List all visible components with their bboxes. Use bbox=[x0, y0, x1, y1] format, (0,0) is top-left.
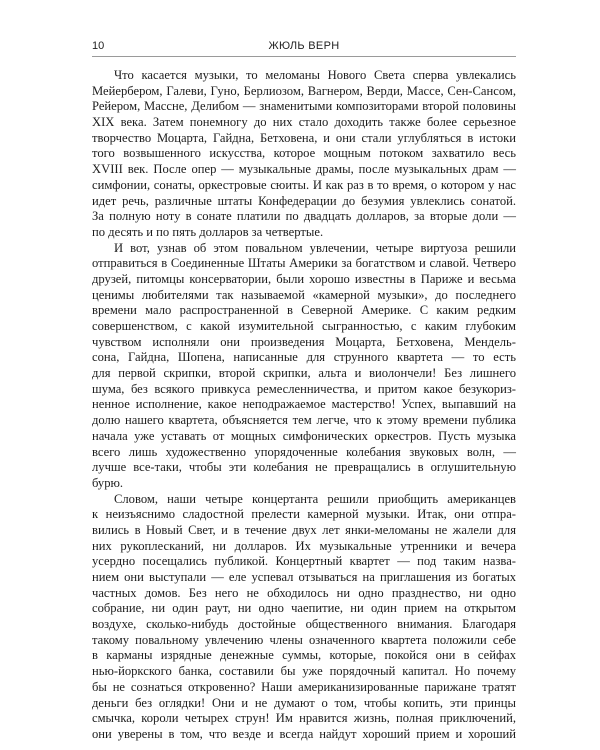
text-line: Словом, наши четыре концертанта решили приобщить американцев bbox=[114, 491, 516, 506]
text-line: них рукоплесканий, ни долларов. Их музыкальные утренники и вечера bbox=[92, 538, 516, 553]
text-line: Рейером, Массне, Делибом — знаменитыми композиторами второй половины bbox=[92, 99, 516, 114]
text-line: сона, Гайдна, Шопена, написанные для струнного квартета — то есть bbox=[92, 350, 516, 365]
text-line: смычка, короли четырех струн! Им нравится жизнь, полная приключений, bbox=[92, 711, 516, 726]
text-line: деньги без оглядки! Они и не думают о том, чтобы копить, эти принцы bbox=[92, 695, 516, 710]
text-line: собрание, ни один раут, ни одно чаепитие, ни один прием на открытом bbox=[92, 601, 516, 616]
text-line: нием они выступали — еле успевал отзываться на приглашения из богатых bbox=[92, 570, 516, 584]
running-head-title: ЖЮЛЬ ВЕРН bbox=[268, 40, 340, 52]
body-text bbox=[92, 68, 516, 743]
page-number: 10 bbox=[92, 40, 105, 52]
text-line: к неизъяснимо сладостной прелести камерной музыки. Итак, они отпра- bbox=[92, 507, 516, 522]
text-line: И вот, узнав об этом повальном увлечении, четыре виртуоза решили bbox=[114, 240, 516, 255]
text-line: XVIII век. После опер — музыкальные драмы, после музыкальных драм — bbox=[92, 162, 516, 177]
text-line: творчество Моцарта, Гайдна, Бетховена, и они стали углубляться в истоки bbox=[92, 130, 516, 145]
running-header bbox=[92, 38, 516, 54]
text-line: усердно посещались публикой. Концертный квартет — под таким назва- bbox=[92, 554, 516, 569]
text-line: бурю. bbox=[92, 475, 124, 490]
text-line: Мейербером, Галеви, Гуно, Берлиозом, Вагнером, Верди, Массе, Сен-Сансом, bbox=[92, 83, 516, 98]
text-line: Что касается музыки, то меломаны Нового Света сперва увлекались bbox=[114, 68, 516, 82]
text-line: того возвышенного искусства, которое мощным потоком захватило весь bbox=[92, 146, 516, 161]
text-line: идет речь, различные штаты Конфедерации до безумия увлеклись сонатой. bbox=[92, 193, 516, 208]
text-line: они уверены в том, что везде и всегда найдут хороший прием и хороший bbox=[92, 726, 516, 741]
text-line: такому повальному увлечению члены означенного квартета положили себе bbox=[92, 632, 516, 647]
text-line: воздухе, сколько-нибудь достойные общественного внимания. Благодаря bbox=[92, 617, 516, 632]
paragraph bbox=[92, 492, 516, 743]
text-line: XIX века. Затем понемногу до них стало доходить также более серьезное bbox=[92, 115, 516, 130]
text-line: в карманы изрядные денежные суммы, которые, покойся они в сейфах bbox=[92, 648, 516, 663]
text-line: совершенством, с какой изумительной сыгранностью, с каким глубоким bbox=[92, 319, 516, 333]
text-line: времени мало распространенной в Северной Америке. С каким редким bbox=[92, 303, 516, 318]
paragraph bbox=[92, 241, 516, 492]
text-line: За полную ноту в сонате платили по двадцать долларов, за вторые доли — bbox=[92, 209, 516, 224]
text-line: частных домов. Без него не обходилось ни одно празднество, ни одно bbox=[92, 585, 516, 600]
text-line: вились в Новый Свет, и в течение двух лет янки-меломаны не жалели для bbox=[92, 522, 516, 537]
paragraph bbox=[92, 68, 516, 241]
text-line: бы не сознаться откровенно? Наши американизированные парижане тратят bbox=[92, 679, 516, 694]
text-line: отправиться в Соединенные Штаты Америки за богатством и славой. Четверо bbox=[92, 256, 516, 271]
text-line: друзей, питомцы консерватории, были хорошо известны в Париже и весьма bbox=[92, 271, 516, 286]
text-line: ненное исполнение, какое неподражаемое мастерство! Успех, выпавший на bbox=[92, 397, 516, 412]
text-line: для первой скрипки, второй скрипки, альта и виолончели! Без лишнего bbox=[92, 366, 516, 381]
text-line: ценимы любителями так называемой «камерной музыки», до последнего bbox=[92, 287, 516, 302]
header-rule bbox=[92, 56, 516, 57]
text-line: симфонии, сонаты, оркестровые сюиты. И как раз в то время, о котором у нас bbox=[92, 177, 516, 192]
text-line: долю нашего квартета, объясняется тем легче, что к этому времени публика bbox=[92, 413, 516, 428]
text-line: шума, без всякого привкуса ремесленничества, и притом какое безукориз- bbox=[92, 381, 516, 396]
text-line: чувством исполняли они произведения Моцарта, Бетховена, Мендель- bbox=[92, 334, 516, 349]
text-line: по десять и по пять долларов за четвертые. bbox=[92, 224, 324, 239]
text-line: лучше все-таки, чтобы эти колебания не превращались в оглушительную bbox=[92, 460, 516, 475]
text-line: всего лишь художественно упорядоченные колебания звуковых волн, — bbox=[92, 444, 516, 459]
text-line: начала уже уставать от мощных симфонических оркестров. Пусть музыка bbox=[92, 428, 516, 443]
text-line: нью-йоркского банка, составили бы уже порядочный капитал. Но почему bbox=[92, 664, 516, 679]
